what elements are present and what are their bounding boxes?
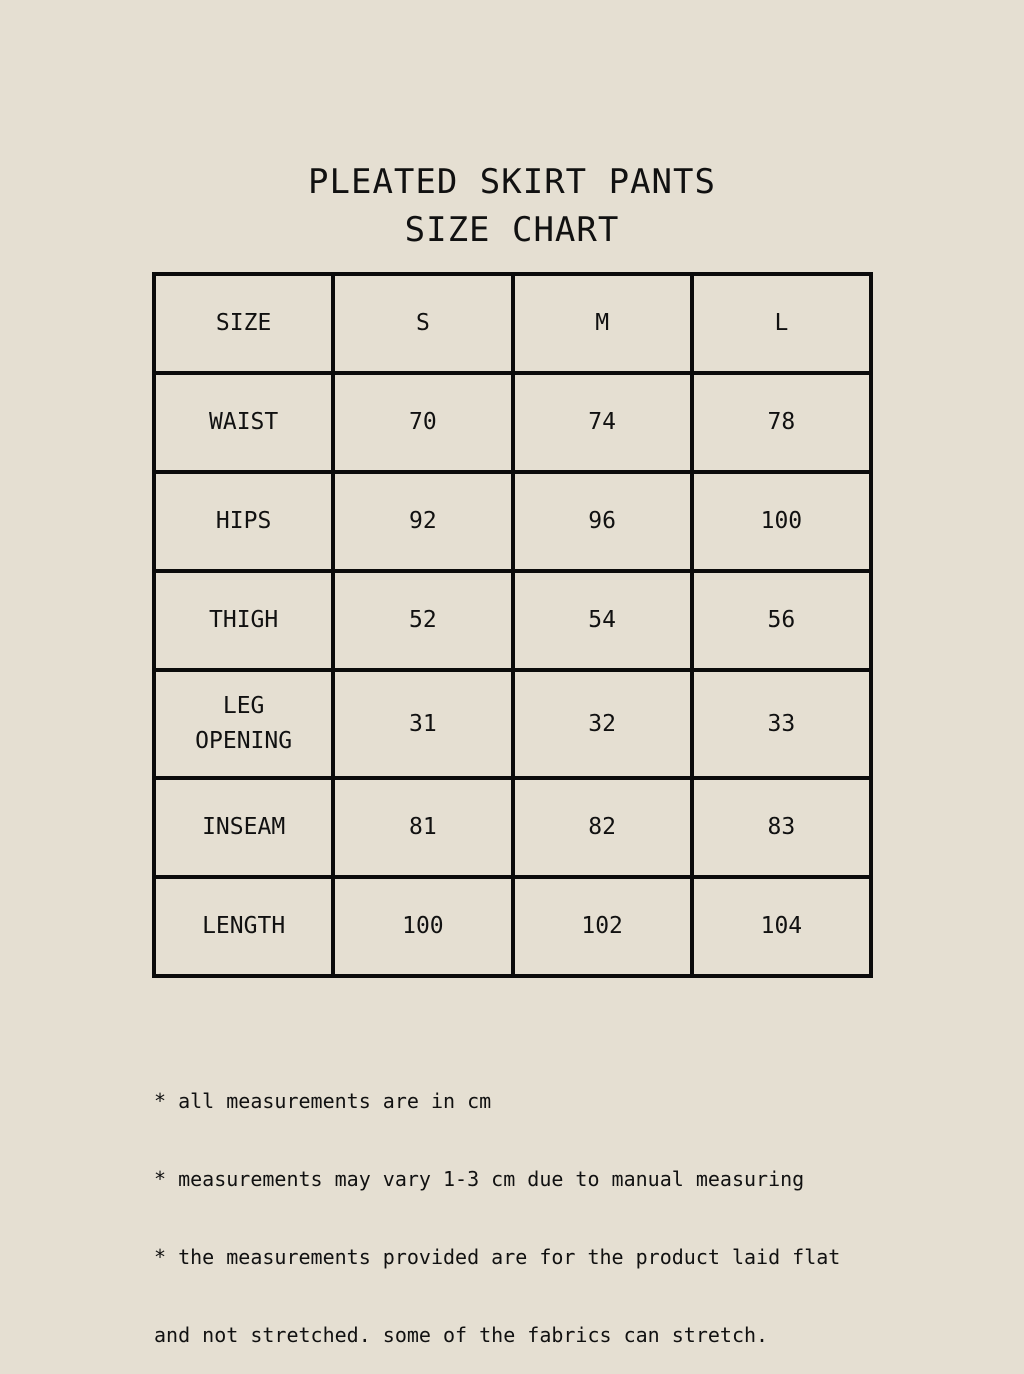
table-cell: 56 bbox=[692, 571, 871, 670]
row-label-text: HIPS bbox=[215, 508, 272, 534]
table-cell: 83 bbox=[692, 778, 871, 877]
table-cell: 31 bbox=[333, 670, 512, 778]
title-line-2: SIZE CHART bbox=[404, 210, 620, 250]
table-cell: 102 bbox=[513, 877, 692, 976]
header-cell-size: SIZE bbox=[154, 274, 333, 373]
size-chart-table bbox=[152, 272, 873, 978]
row-label-thigh bbox=[154, 571, 333, 670]
note-line: * the measurements provided are for the product laid flat bbox=[154, 1245, 841, 1269]
row-label-length bbox=[154, 877, 333, 976]
row-label-text: INSEAM bbox=[202, 814, 286, 840]
note-line: and not stretched. some of the fabrics can stretch. bbox=[154, 1323, 769, 1347]
table-row bbox=[154, 472, 871, 571]
table-cell: 54 bbox=[513, 571, 692, 670]
table-cell: 96 bbox=[513, 472, 692, 571]
header-cell-m: M bbox=[513, 274, 692, 373]
row-label-waist bbox=[154, 373, 333, 472]
table-cell: 92 bbox=[333, 472, 512, 571]
note-line: * measurements may vary 1-3 cm due to manual measuring bbox=[154, 1167, 805, 1191]
table-cell: 33 bbox=[692, 670, 871, 778]
table-cell: 100 bbox=[692, 472, 871, 571]
table-cell: 81 bbox=[333, 778, 512, 877]
table-cell: 78 bbox=[692, 373, 871, 472]
row-label-text: THIGH bbox=[209, 607, 279, 633]
row-label-text: LENGTH bbox=[202, 913, 286, 939]
table-cell: 82 bbox=[513, 778, 692, 877]
table-cell: 100 bbox=[333, 877, 512, 976]
table-cell: 32 bbox=[513, 670, 692, 778]
page-title bbox=[0, 158, 1024, 254]
header-cell-l: L bbox=[692, 274, 871, 373]
table-row bbox=[154, 877, 871, 976]
table-cell: 52 bbox=[333, 571, 512, 670]
measurement-notes bbox=[154, 1036, 914, 1374]
row-label-leg-opening bbox=[154, 670, 333, 778]
row-label-hips bbox=[154, 472, 333, 571]
note-line: * all measurements are in cm bbox=[154, 1089, 492, 1113]
table-row bbox=[154, 373, 871, 472]
row-label-text: WAIST bbox=[209, 409, 279, 435]
title-line-1: PLEATED SKIRT PANTS bbox=[308, 162, 716, 202]
row-label-text: LEG OPENING bbox=[195, 693, 293, 754]
table-row bbox=[154, 670, 871, 778]
table-row bbox=[154, 778, 871, 877]
table-cell: 74 bbox=[513, 373, 692, 472]
table-cell: 104 bbox=[692, 877, 871, 976]
table-cell: 70 bbox=[333, 373, 512, 472]
table-header-row bbox=[154, 274, 871, 373]
header-cell-s: S bbox=[333, 274, 512, 373]
row-label-inseam bbox=[154, 778, 333, 877]
table-row bbox=[154, 571, 871, 670]
